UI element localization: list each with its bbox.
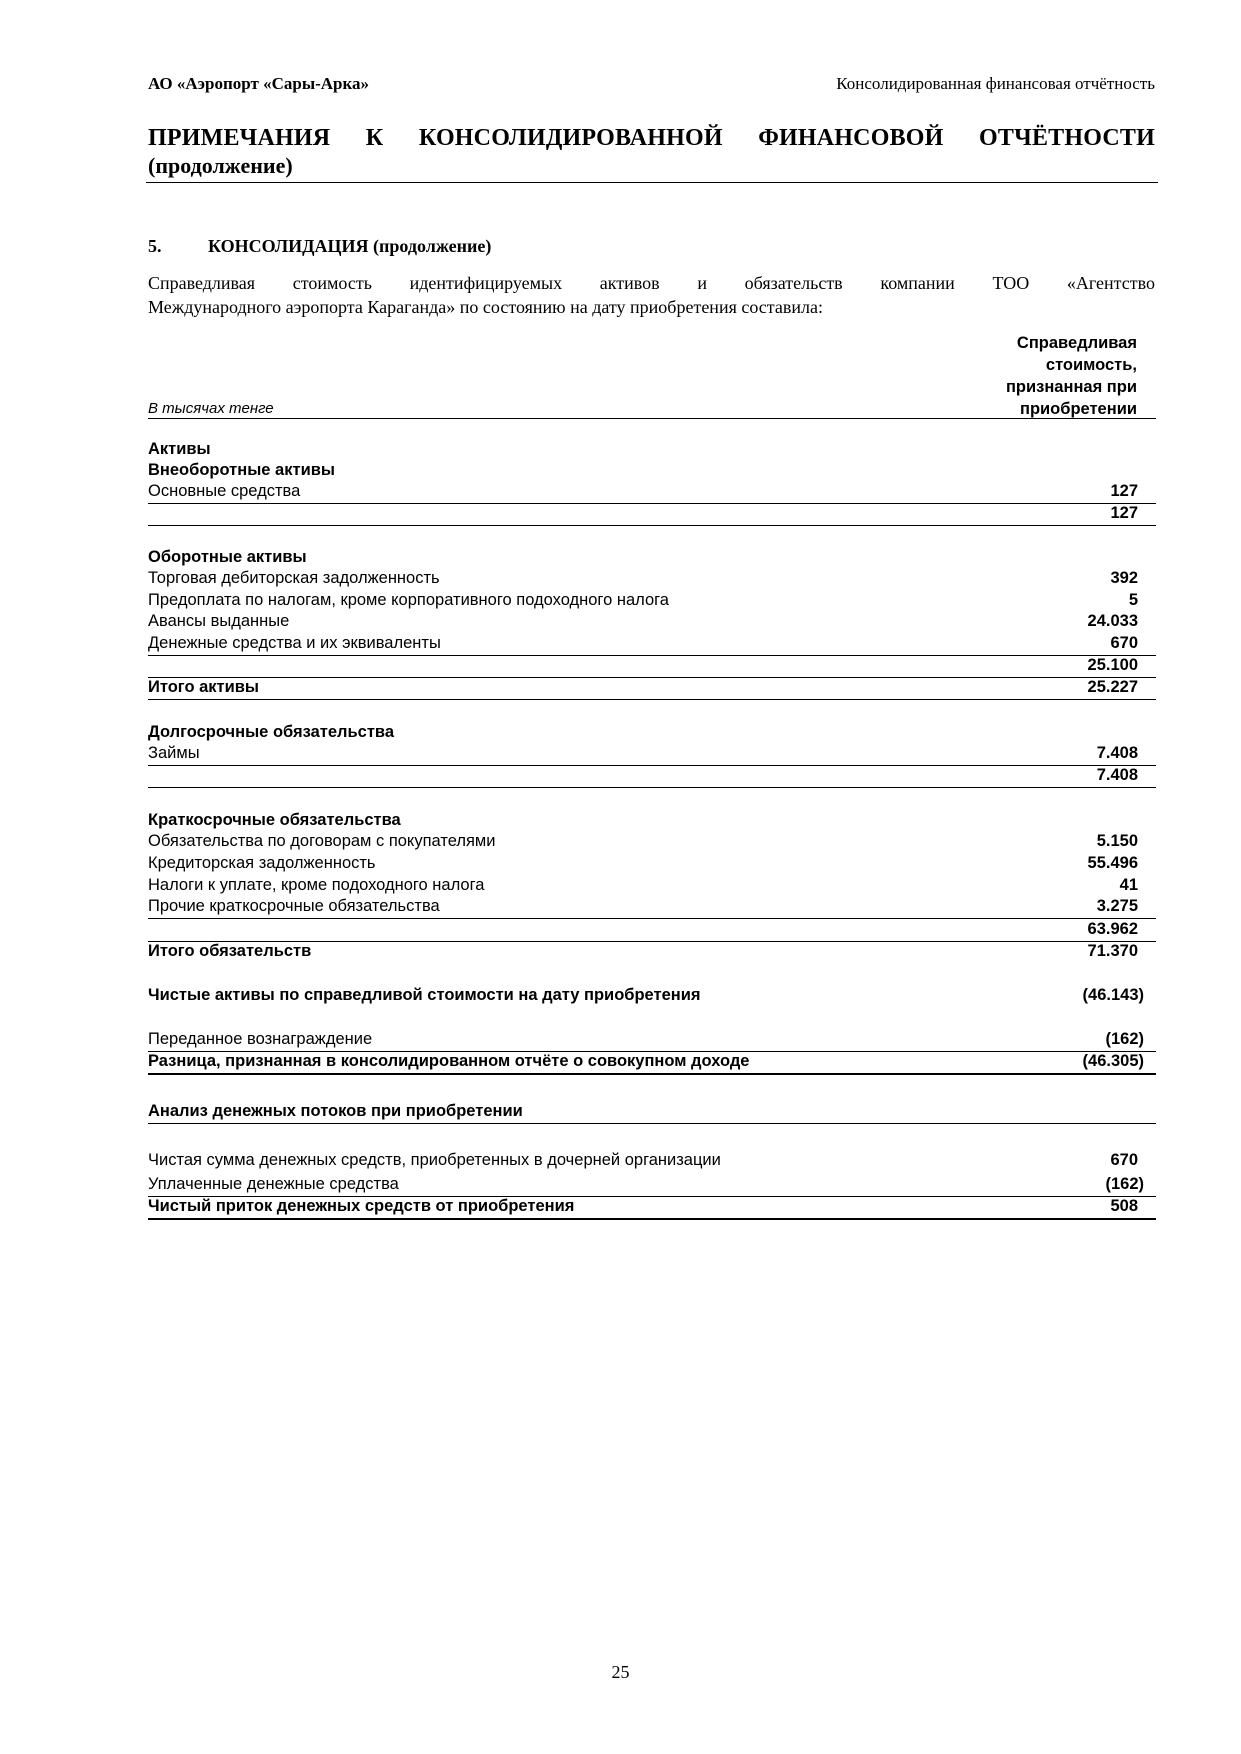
total-row: [148, 942, 1156, 964]
row-label: Налоги к уплате, кроме подоходного налога: [148, 876, 485, 894]
page-title-continued: (продолжение): [148, 153, 293, 178]
table-row: [148, 591, 1156, 613]
double-rule: [148, 1073, 1156, 1075]
row-value: 127: [1110, 504, 1138, 522]
row-value: 71.370: [1087, 942, 1138, 960]
table-row: [148, 1175, 1156, 1197]
table-row: [148, 612, 1156, 634]
row-value: 24.033: [1087, 612, 1138, 630]
row-value: 63.962: [1087, 920, 1138, 938]
subtotal-row: [148, 656, 1156, 678]
subtotal-rule: [148, 918, 1156, 919]
table-row: [148, 811, 1156, 833]
table-row: [148, 876, 1156, 898]
row-value: 3.275: [1096, 897, 1138, 915]
column-header-line: Справедливая: [1016, 334, 1137, 352]
row-value: (46.305): [1082, 1052, 1144, 1070]
total-row: [148, 678, 1156, 700]
section-title: КОНСОЛИДАЦИЯ (продолжение): [208, 236, 492, 256]
row-label: Активы: [148, 440, 211, 458]
row-label: Займы: [148, 744, 200, 762]
double-rule: [148, 1218, 1156, 1220]
column-header-line: приобретении: [1019, 400, 1137, 418]
intro-paragraph-line: Международного аэропорта Караганда» по состоянию на дату приобретения составила:: [148, 297, 823, 317]
subtotal-row: [148, 766, 1156, 788]
row-value: (46.143): [1082, 986, 1144, 1004]
row-value: 5: [1128, 591, 1138, 609]
row-label: Торговая дебиторская задолженность: [148, 569, 440, 587]
row-value: 7.408: [1096, 744, 1138, 762]
row-label: Оборотные активы: [148, 548, 307, 566]
row-value: 25.100: [1087, 656, 1138, 674]
row-value: 670: [1110, 1151, 1138, 1169]
table-row: [148, 723, 1156, 745]
subtotal-row: [148, 504, 1156, 526]
difference-row: [148, 1052, 1156, 1074]
total-rule: [148, 699, 1156, 700]
row-label: Уплаченные денежные средства: [148, 1175, 399, 1193]
net-assets-row: [148, 986, 1156, 1008]
title-divider: [146, 182, 1158, 183]
row-value: 25.227: [1087, 678, 1138, 696]
row-label: Чистый приток денежных средств от приобретения: [148, 1197, 575, 1215]
row-label: Прочие краткосрочные обязательства: [148, 897, 440, 915]
cash-flow-heading: [148, 1102, 1156, 1124]
row-label: Кредиторская задолженность: [148, 854, 376, 872]
table-row: [148, 634, 1156, 656]
table-row: [148, 854, 1156, 876]
intro-paragraph-line: Справедливая стоимость идентифицируемых активов и обязательств компании ТОО «Агентство: [148, 273, 1155, 293]
row-label: Итого активы: [148, 678, 260, 696]
row-label: Анализ денежных потоков при приобретении: [148, 1102, 523, 1120]
row-label: Обязательства по договорам с покупателями: [148, 832, 496, 850]
table-row: [148, 548, 1156, 570]
row-label: Основные средства: [148, 482, 301, 500]
column-header-line: признанная при: [1005, 378, 1137, 396]
table-row: [148, 897, 1156, 919]
row-label: Разница, признанная в консолидированном отчёте о совокупном доходе: [148, 1052, 750, 1070]
row-value: 508: [1110, 1197, 1138, 1215]
row-rule: [148, 787, 1156, 788]
table-row: [148, 1030, 1156, 1052]
row-value: 392: [1110, 569, 1138, 587]
row-value: (162): [1105, 1030, 1144, 1048]
unit-label: В тысячах тенге: [148, 400, 274, 417]
table-row: [148, 744, 1156, 766]
header-divider: [148, 418, 1156, 419]
table-row: [148, 440, 1156, 462]
row-rule: [148, 525, 1156, 526]
row-label: Чистые активы по справедливой стоимости на дату приобретения: [148, 986, 701, 1004]
row-value: (162): [1105, 1175, 1144, 1193]
table-row: [148, 1151, 1156, 1173]
section-number: 5.: [148, 236, 162, 256]
row-label: Переданное вознаграждение: [148, 1030, 373, 1048]
table-row: [148, 461, 1156, 483]
table-row: [148, 832, 1156, 854]
row-value: 7.408: [1096, 766, 1138, 784]
row-value: 55.496: [1087, 854, 1138, 872]
row-label: Денежные средства и их эквиваленты: [148, 634, 441, 652]
row-label: Краткосрочные обязательства: [148, 811, 401, 829]
page-number: 25: [611, 1662, 630, 1682]
subtotal-row: [148, 920, 1156, 942]
header-report-title: Консолидированная финансовая отчётность: [836, 74, 1155, 93]
column-header: [917, 332, 1137, 420]
row-label: Предоплата по налогам, кроме корпоративного подоходного налога: [148, 591, 669, 609]
intro-paragraph: [148, 271, 1155, 319]
row-value: 5.150: [1096, 832, 1138, 850]
row-value: 127: [1110, 482, 1138, 500]
row-label: Итого обязательств: [148, 942, 312, 960]
column-header-line: стоимость,: [1045, 356, 1137, 374]
row-label: Внеоборотные активы: [148, 461, 335, 479]
net-inflow-row: [148, 1197, 1156, 1219]
row-label: Авансы выданные: [148, 612, 290, 630]
table-row: [148, 482, 1156, 504]
table-row: [148, 569, 1156, 591]
row-value: 41: [1119, 876, 1138, 894]
row-rule: [148, 1123, 1156, 1124]
row-value: 670: [1110, 634, 1138, 652]
header-company: АО «Аэропорт «Сары-Арка»: [148, 74, 370, 93]
row-label: Долгосрочные обязательства: [148, 723, 395, 741]
page-title: ПРИМЕЧАНИЯ К КОНСОЛИДИРОВАННОЙ ФИНАНСОВОЙ ОТЧЁТНОСТИ: [148, 125, 1155, 151]
row-label: Чистая сумма денежных средств, приобретенных в дочерней организации: [148, 1151, 721, 1169]
